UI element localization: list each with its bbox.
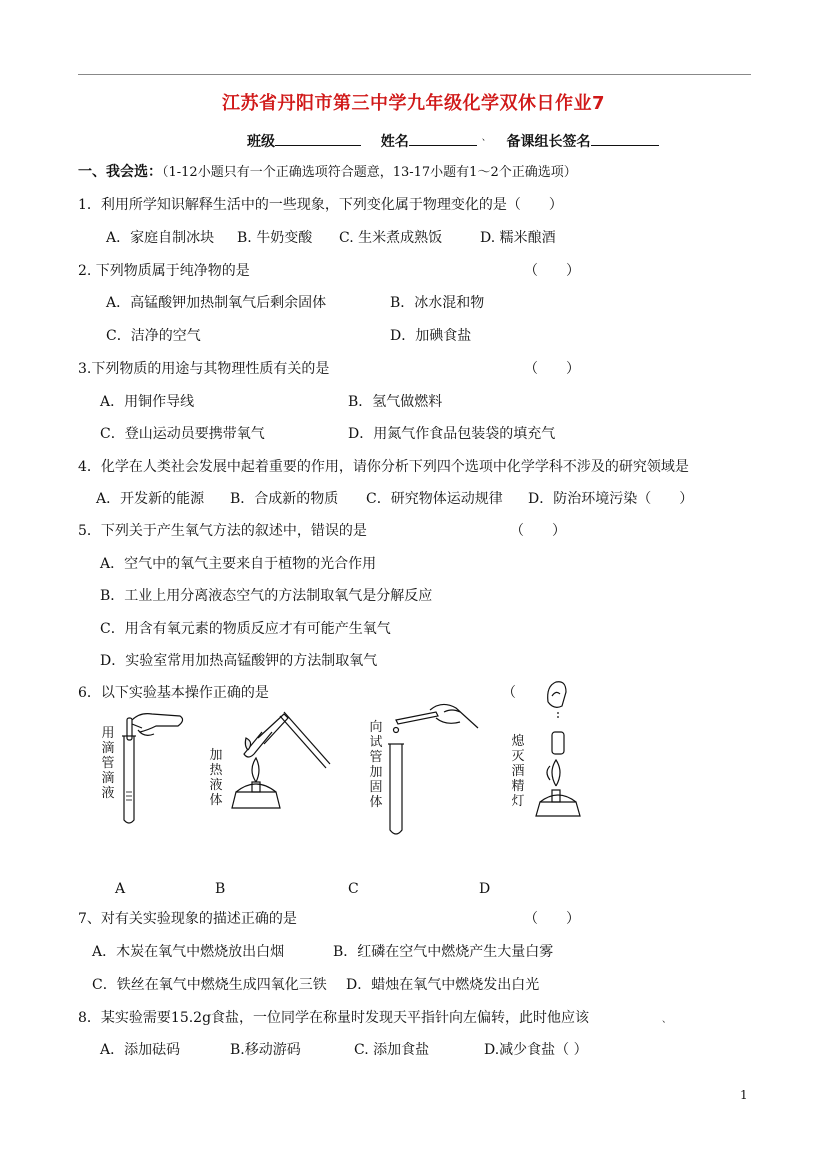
q7-stem: 7、对有关实验现象的描述正确的是 (78, 911, 297, 927)
sign-blank[interactable] (591, 131, 659, 146)
fig-b-letter: B (215, 881, 226, 897)
q2-paren: （ ） (524, 263, 580, 279)
fig-a-caption: 用滴管滴液 (101, 726, 115, 801)
q4-opt-d: D．防治环境污染（ ） (528, 491, 694, 507)
q4-stem: 4．化学在人类社会发展中起着重要的作用，请你分析下列四个选项中化学学科不涉及的研究领域是 (78, 459, 689, 475)
q4-opt-a: A．开发新的能源 (96, 491, 205, 507)
q3-opt-d: D．用氮气作食品包装袋的填充气 (348, 426, 556, 442)
fig-c-caption: 向试管加固体 (369, 720, 383, 810)
fig-a-letter: A (115, 881, 126, 897)
q1-opt-d: D. 糯米酿酒 (480, 230, 556, 246)
fig-c-solid-illustration (386, 690, 486, 840)
q1-opt-c: C. 生米煮成熟饭 (339, 230, 443, 246)
name-mark: 、 (481, 133, 491, 143)
q2-opt-b: B．冰水混和物 (390, 295, 485, 311)
q6-stem: 6．以下实验基本操作正确的是 (78, 685, 269, 701)
fig-d-lamp-illustration (530, 676, 600, 826)
q5-paren: （ ） (510, 523, 566, 539)
q2-opt-a: A．高锰酸钾加热制氧气后剩余固体 (106, 295, 327, 311)
q7-opt-b: B．红磷在空气中燃烧产生大量白雾 (333, 944, 554, 960)
q5-opt-a: A．空气中的氧气主要来自于植物的光合作用 (100, 556, 377, 572)
q3-opt-a: A．用铜作导线 (100, 394, 195, 410)
q3-opt-b: B．氢气做燃料 (348, 394, 443, 410)
q5-opt-c: C．用含有氧元素的物质反应才有可能产生氧气 (100, 621, 391, 637)
fig-a-dropper-illustration (118, 706, 190, 828)
q3-opt-c: C．登山运动员要携带氧气 (100, 426, 265, 442)
fig-d-caption: 熄灭酒精灯 (511, 734, 525, 809)
q3-paren: （ ） (524, 361, 580, 377)
q7-opt-d: D．蜡烛在氧气中燃烧发出白光 (346, 977, 540, 993)
sign-label: 备课组长签名 (506, 134, 591, 150)
fig-b-heating-illustration (226, 708, 336, 818)
fig-c-letter: C (348, 881, 359, 897)
q4-opt-b: B．合成新的物质 (230, 491, 339, 507)
q5-stem: 5．下列关于产生氧气方法的叙述中，错误的是 (78, 523, 367, 539)
q8-opt-a: A．添加砝码 (100, 1042, 181, 1058)
q2-opt-d: D．加碘食盐 (390, 328, 472, 344)
section-note: （1-12小题只有一个正确选项符合题意，13-17小题有1～2个正确选项） (162, 165, 577, 180)
q7-opt-a: A．木炭在氧气中燃烧放出白烟 (92, 944, 285, 960)
q1-stem: 1．利用所学知识解释生活中的一些现象，下列变化属于物理变化的是（ ） (78, 197, 563, 213)
q7-opt-c: C．铁丝在氧气中燃烧生成四氧化三铁 (92, 977, 327, 993)
q4-opt-c: C．研究物体运动规律 (366, 491, 503, 507)
q1-opt-b: B. 牛奶变酸 (237, 230, 313, 246)
q5-opt-b: B．工业上用分离液态空气的方法制取氧气是分解反应 (100, 588, 433, 604)
page-number: 1 (740, 1088, 748, 1102)
class-blank[interactable] (275, 131, 361, 146)
form-line (247, 131, 659, 151)
q8-stem: 8．某实验需要15.2g食盐，一位同学在称量时发现天平指针向左偏转，此时他应该 (78, 1010, 590, 1026)
q2-stem: 2. 下列物质属于纯净物的是 (78, 263, 250, 279)
page-title: 江苏省丹阳市第三中学九年级化学双休日作业7 (221, 93, 606, 114)
section-heading-text: 一、我会选： (78, 164, 162, 180)
name-label: 姓名 (380, 134, 409, 150)
class-label: 班级 (247, 134, 275, 150)
q8-opt-d: D.减少食盐（ ） (484, 1042, 588, 1058)
q5-opt-d: D．实验室常用加热高锰酸钾的方法制取氧气 (100, 653, 378, 669)
q6-paren: （ (502, 685, 516, 701)
q1-opt-a: A．家庭自制冰块 (106, 230, 215, 246)
fig-d-letter: D (479, 881, 491, 897)
fig-b-caption: 加热液体 (209, 748, 223, 808)
section-heading (78, 163, 577, 182)
q8-mark: 、 (662, 1015, 672, 1025)
q7-paren: （ ） (524, 911, 580, 927)
q3-stem: 3.下列物质的用途与其物理性质有关的是 (78, 361, 330, 377)
header-rule (78, 74, 751, 75)
name-blank[interactable] (409, 131, 491, 146)
q8-opt-c: C. 添加食盐 (354, 1042, 430, 1058)
q8-opt-b: B.移动游码 (230, 1042, 301, 1058)
q2-opt-c: C．洁净的空气 (106, 328, 201, 344)
